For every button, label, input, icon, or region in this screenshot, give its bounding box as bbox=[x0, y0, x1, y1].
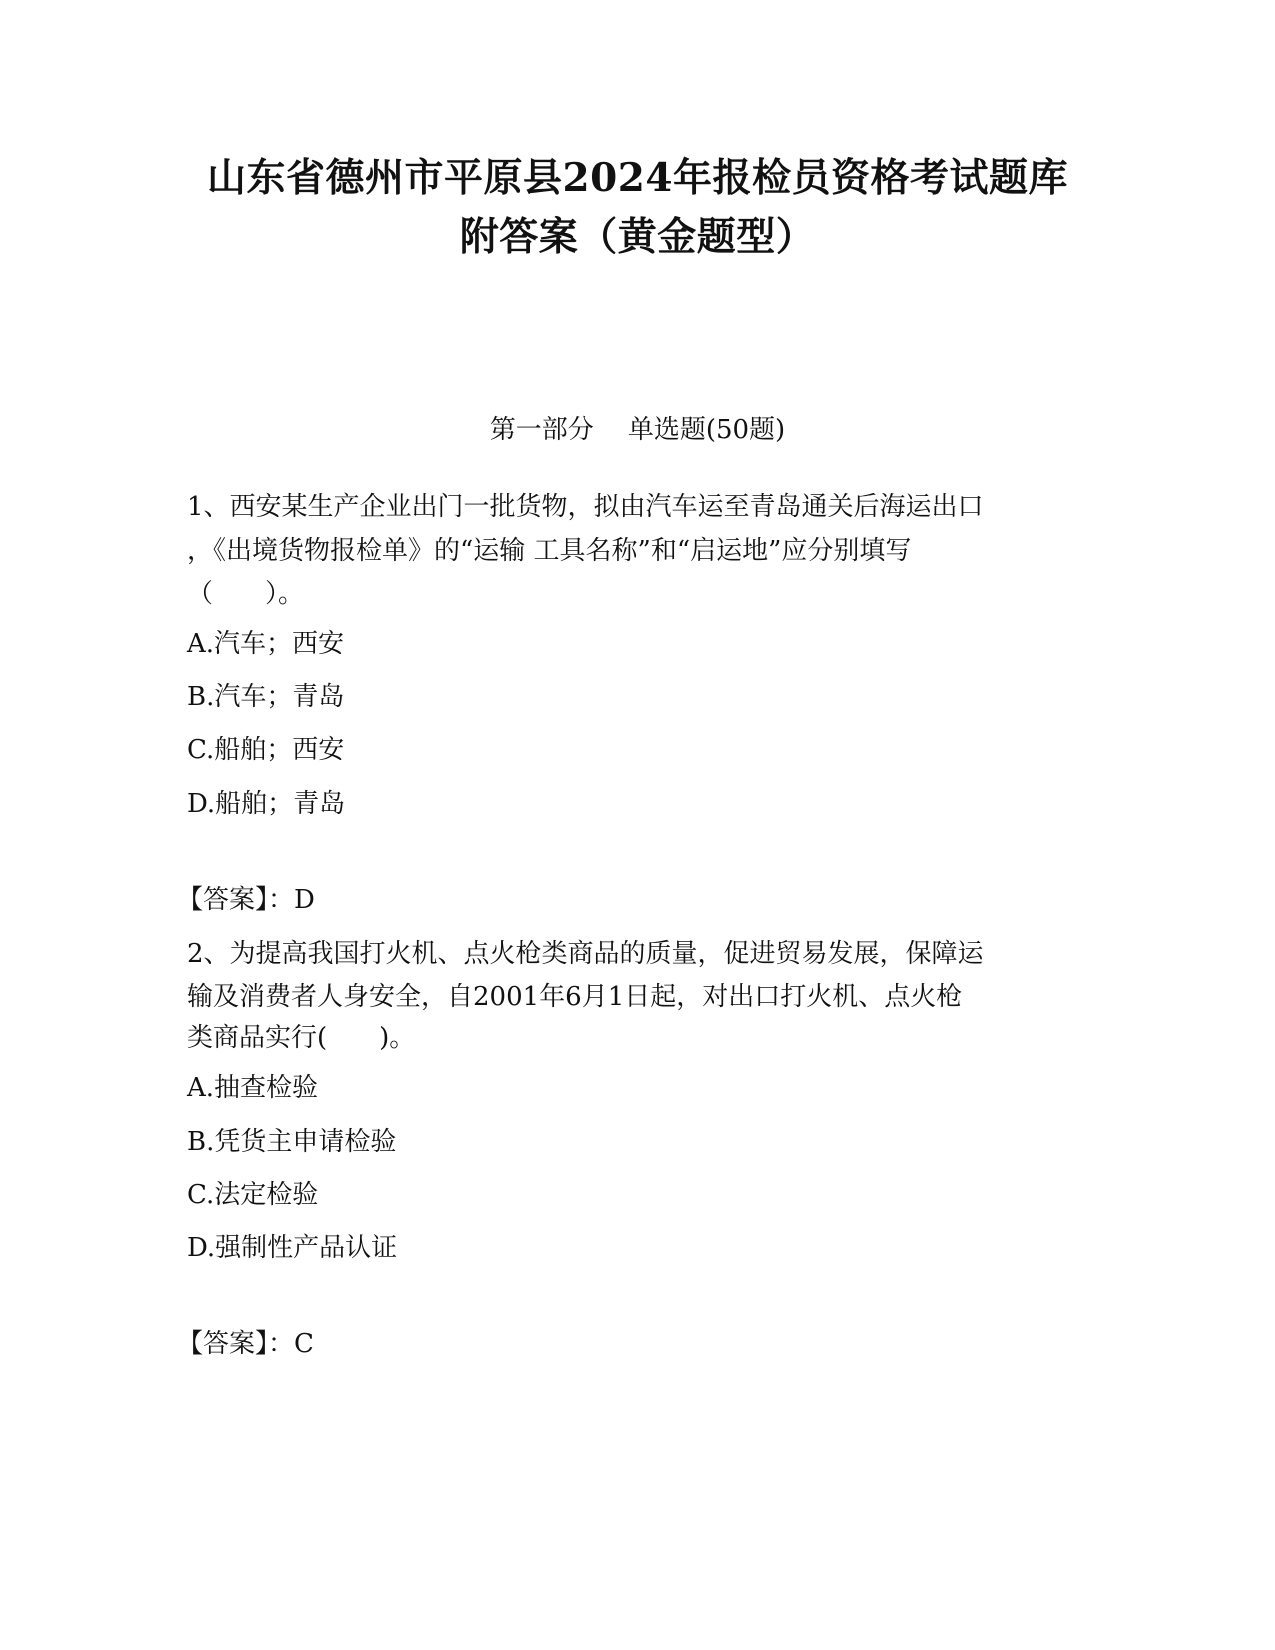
question-1-answer: 【答案】：D bbox=[177, 885, 315, 915]
section-heading bbox=[150, 413, 1125, 447]
question-1-text-line-1: 1、西安某生产企业出门一批货物，拟由汽车运至青岛通关后海运出口 bbox=[187, 492, 984, 522]
question-2-option-a: A.抽查检验 bbox=[187, 1073, 319, 1103]
question-2-answer: 【答案】：C bbox=[177, 1329, 314, 1359]
question-2-text-line-2: 输及消费者人身安全，自2001年6月1日起，对出口打火机、点火枪 bbox=[187, 982, 963, 1012]
question-2-option-d: D.强制性产品认证 bbox=[187, 1233, 398, 1263]
document-title-line-1: 山东省德州市平原县2024年报检员资格考试题库 bbox=[206, 155, 1069, 201]
question-2-option-c: C.法定检验 bbox=[187, 1180, 319, 1210]
question-1-option-c: C.船舶；西安 bbox=[187, 735, 345, 765]
question-1-text-line-2: ，《出境货物报检单》的“运输 工具名称”和“启运地”应分别填写 bbox=[187, 536, 912, 566]
section-part-label: 第一部分 bbox=[489, 415, 594, 445]
question-1-option-b: B.汽车；青岛 bbox=[187, 682, 345, 712]
document-title-line-2: 附答案（黄金题型） bbox=[459, 214, 816, 260]
question-2-text-line-3: 类商品实行( )。 bbox=[187, 1023, 416, 1053]
question-2-text-line-1: 2、为提高我国打火机、点火枪类商品的质量，促进贸易发展，保障运 bbox=[187, 939, 984, 969]
question-1-option-a: A.汽车；西安 bbox=[187, 629, 345, 659]
question-1-option-d: D.船舶；青岛 bbox=[187, 789, 346, 819]
question-2-option-b: B.凭货主申请检验 bbox=[187, 1127, 397, 1157]
section-name-label: 单选题(50题) bbox=[627, 415, 786, 445]
question-1-text-line-3: （ ）。 bbox=[187, 579, 305, 609]
